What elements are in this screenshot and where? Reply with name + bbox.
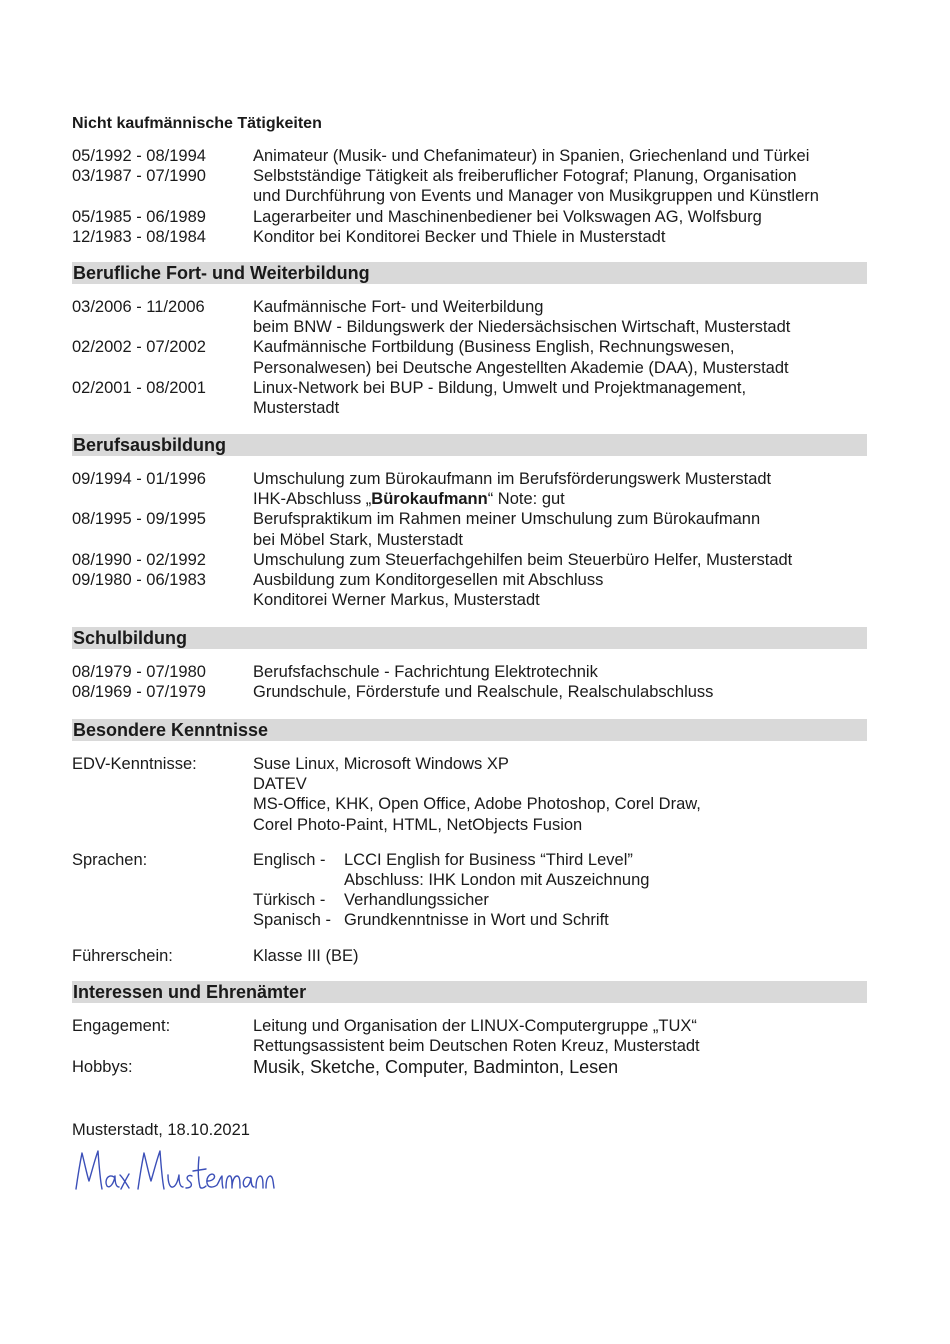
section-weiterbildung [72, 262, 867, 418]
entry-date: 02/2002 - 07/2002 [72, 338, 206, 357]
entry-text: Berufspraktikum im Rahmen meiner Umschulung zum Bürokaufmann [253, 510, 761, 529]
entry-row [72, 682, 867, 702]
sprachen-row [72, 850, 867, 931]
fuehrerschein-row [72, 946, 867, 966]
entry-text: Umschulung zum Bürokaufmann im Berufsförderungswerk Musterstadt [253, 470, 772, 488]
entry-date: 05/1992 - 08/1994 [72, 147, 206, 165]
entry-row [72, 509, 867, 549]
engagement-row [72, 1016, 867, 1056]
sprachen-label: Sprachen: [72, 850, 148, 869]
entry-date: 08/1969 - 07/1979 [72, 683, 206, 702]
entry-text: Konditor bei Konditorei Becker und Thiele in Musterstadt [253, 227, 666, 246]
signature [72, 1145, 282, 1197]
section-berufsausbildung [72, 434, 867, 610]
entry-row [72, 570, 867, 610]
entry-text: und Durchführung von Events und Manager von Musikgruppen und Künstlern [253, 187, 819, 206]
entry-date: 12/1983 - 08/1984 [72, 227, 206, 246]
edv-text: Corel Photo-Paint, HTML, NetObjects Fusion [253, 815, 583, 834]
language-level: Grundkenntnisse in Wort und Schrift [344, 911, 609, 930]
entry-text: Musterstadt [253, 399, 340, 418]
heading-nicht-kaufmaennisch: Nicht kaufmännische Tätigkeiten [72, 115, 322, 132]
section-kenntnisse [72, 719, 867, 966]
fuehrerschein-value: Klasse III (BE) [253, 946, 359, 965]
entry-text: Animateur (Musik- und Chefanimateur) in Spanien, Griechenland und Türkei [253, 147, 810, 165]
language-name: Spanisch - [253, 911, 331, 930]
entry-row [72, 207, 867, 227]
language-item [253, 890, 867, 910]
entry-text: beim BNW - Bildungswerk der Niedersächsischen Wirtschaft, Musterstadt [253, 318, 791, 337]
section-interessen [72, 981, 867, 1078]
language-name: Türkisch - [253, 891, 326, 910]
entry-text: Grundschule, Förderstufe und Realschule, Realschulabschluss [253, 683, 714, 702]
entry-date: 02/2001 - 08/2001 [72, 378, 206, 397]
entry-text: Linux-Network bei BUP - Bildung, Umwelt und Projektmanagement, [253, 378, 747, 397]
edv-text: DATEV [253, 775, 307, 794]
hobbys-row [72, 1056, 867, 1078]
engagement-text: Leitung und Organisation der LINUX-Computergruppe „TUX“ [253, 1017, 697, 1035]
section-heading: Berufliche Fort- und Weiterbildung [72, 262, 867, 284]
entry-text: bei Möbel Stark, Musterstadt [253, 530, 464, 549]
section-schulbildung [72, 627, 867, 702]
section-heading: Schulbildung [72, 627, 867, 649]
entry-row [72, 469, 867, 509]
entry-row [72, 166, 867, 206]
section-heading: Besondere Kenntnisse [72, 719, 867, 741]
entry-text-part: “ Note: gut [487, 490, 565, 509]
entry-text [253, 489, 867, 509]
entry-row [72, 662, 867, 682]
language-name: Englisch - [253, 850, 326, 869]
edv-text: MS-Office, KHK, Open Office, Adobe Photoshop, Corel Draw, [253, 795, 701, 814]
entry-row [72, 227, 867, 247]
entry-date: 08/1995 - 09/1995 [72, 510, 206, 529]
entry-date: 09/1980 - 06/1983 [72, 571, 206, 590]
language-level: LCCI English for Business “Third Level” [344, 850, 633, 869]
language-level: Abschluss: IHK London mit Auszeichnung [344, 871, 650, 890]
entry-text: Ausbildung zum Konditorgesellen mit Abschluss [253, 571, 604, 590]
section-heading: Berufsausbildung [72, 434, 867, 456]
entry-row [72, 146, 867, 166]
entry-row [72, 378, 867, 418]
edv-text: Suse Linux, Microsoft Windows XP [253, 755, 509, 773]
entry-text: Selbstständige Tätigkeit als freiberuflicher Fotograf; Planung, Organisation [253, 167, 797, 186]
language-item [253, 850, 867, 890]
entry-date: 08/1979 - 07/1980 [72, 663, 206, 681]
language-level: Verhandlungssicher [344, 891, 489, 910]
degree-title: Bürokaufmann [371, 490, 488, 509]
fuehrerschein-label: Führerschein: [72, 946, 173, 965]
entry-date: 09/1994 - 01/1996 [72, 470, 206, 488]
entry-date: 03/1987 - 07/1990 [72, 167, 206, 186]
edv-row [72, 754, 867, 835]
language-item [253, 910, 867, 930]
place-date: Musterstadt, 18.10.2021 [72, 1121, 250, 1139]
entry-date: 03/2006 - 11/2006 [72, 298, 205, 316]
entry-row [72, 550, 867, 570]
entry-date: 05/1985 - 06/1989 [72, 207, 206, 226]
entry-text: Kaufmännische Fort- und Weiterbildung [253, 298, 544, 316]
edv-label: EDV-Kenntnisse: [72, 755, 197, 773]
hobbys-value: Musik, Sketche, Computer, Badminton, Lesen [253, 1057, 619, 1078]
section-nicht-kaufmaennisch [72, 133, 867, 247]
entry-text: Berufsfachschule - Fachrichtung Elektrotechnik [253, 663, 598, 681]
hobbys-label: Hobbys: [72, 1058, 133, 1077]
entry-row [72, 337, 867, 377]
entry-text: Kaufmännische Fortbildung (Business English, Rechnungswesen, [253, 338, 735, 357]
entry-text: Konditorei Werner Markus, Musterstadt [253, 591, 540, 610]
entry-text-part: IHK-Abschluss „ [253, 490, 372, 509]
engagement-text: Rettungsassistent beim Deutschen Roten Kreuz, Musterstadt [253, 1037, 700, 1056]
entry-row [72, 297, 867, 337]
entry-text: Lagerarbeiter und Maschinenbediener bei Volkswagen AG, Wolfsburg [253, 207, 762, 226]
entry-text: Umschulung zum Steuerfachgehilfen beim Steuerbüro Helfer, Musterstadt [253, 550, 793, 569]
entry-date: 08/1990 - 02/1992 [72, 550, 206, 569]
engagement-label: Engagement: [72, 1017, 171, 1035]
entry-text: Personalwesen) bei Deutsche Angestellten Akademie (DAA), Musterstadt [253, 358, 789, 377]
section-heading: Interessen und Ehrenämter [72, 981, 867, 1003]
